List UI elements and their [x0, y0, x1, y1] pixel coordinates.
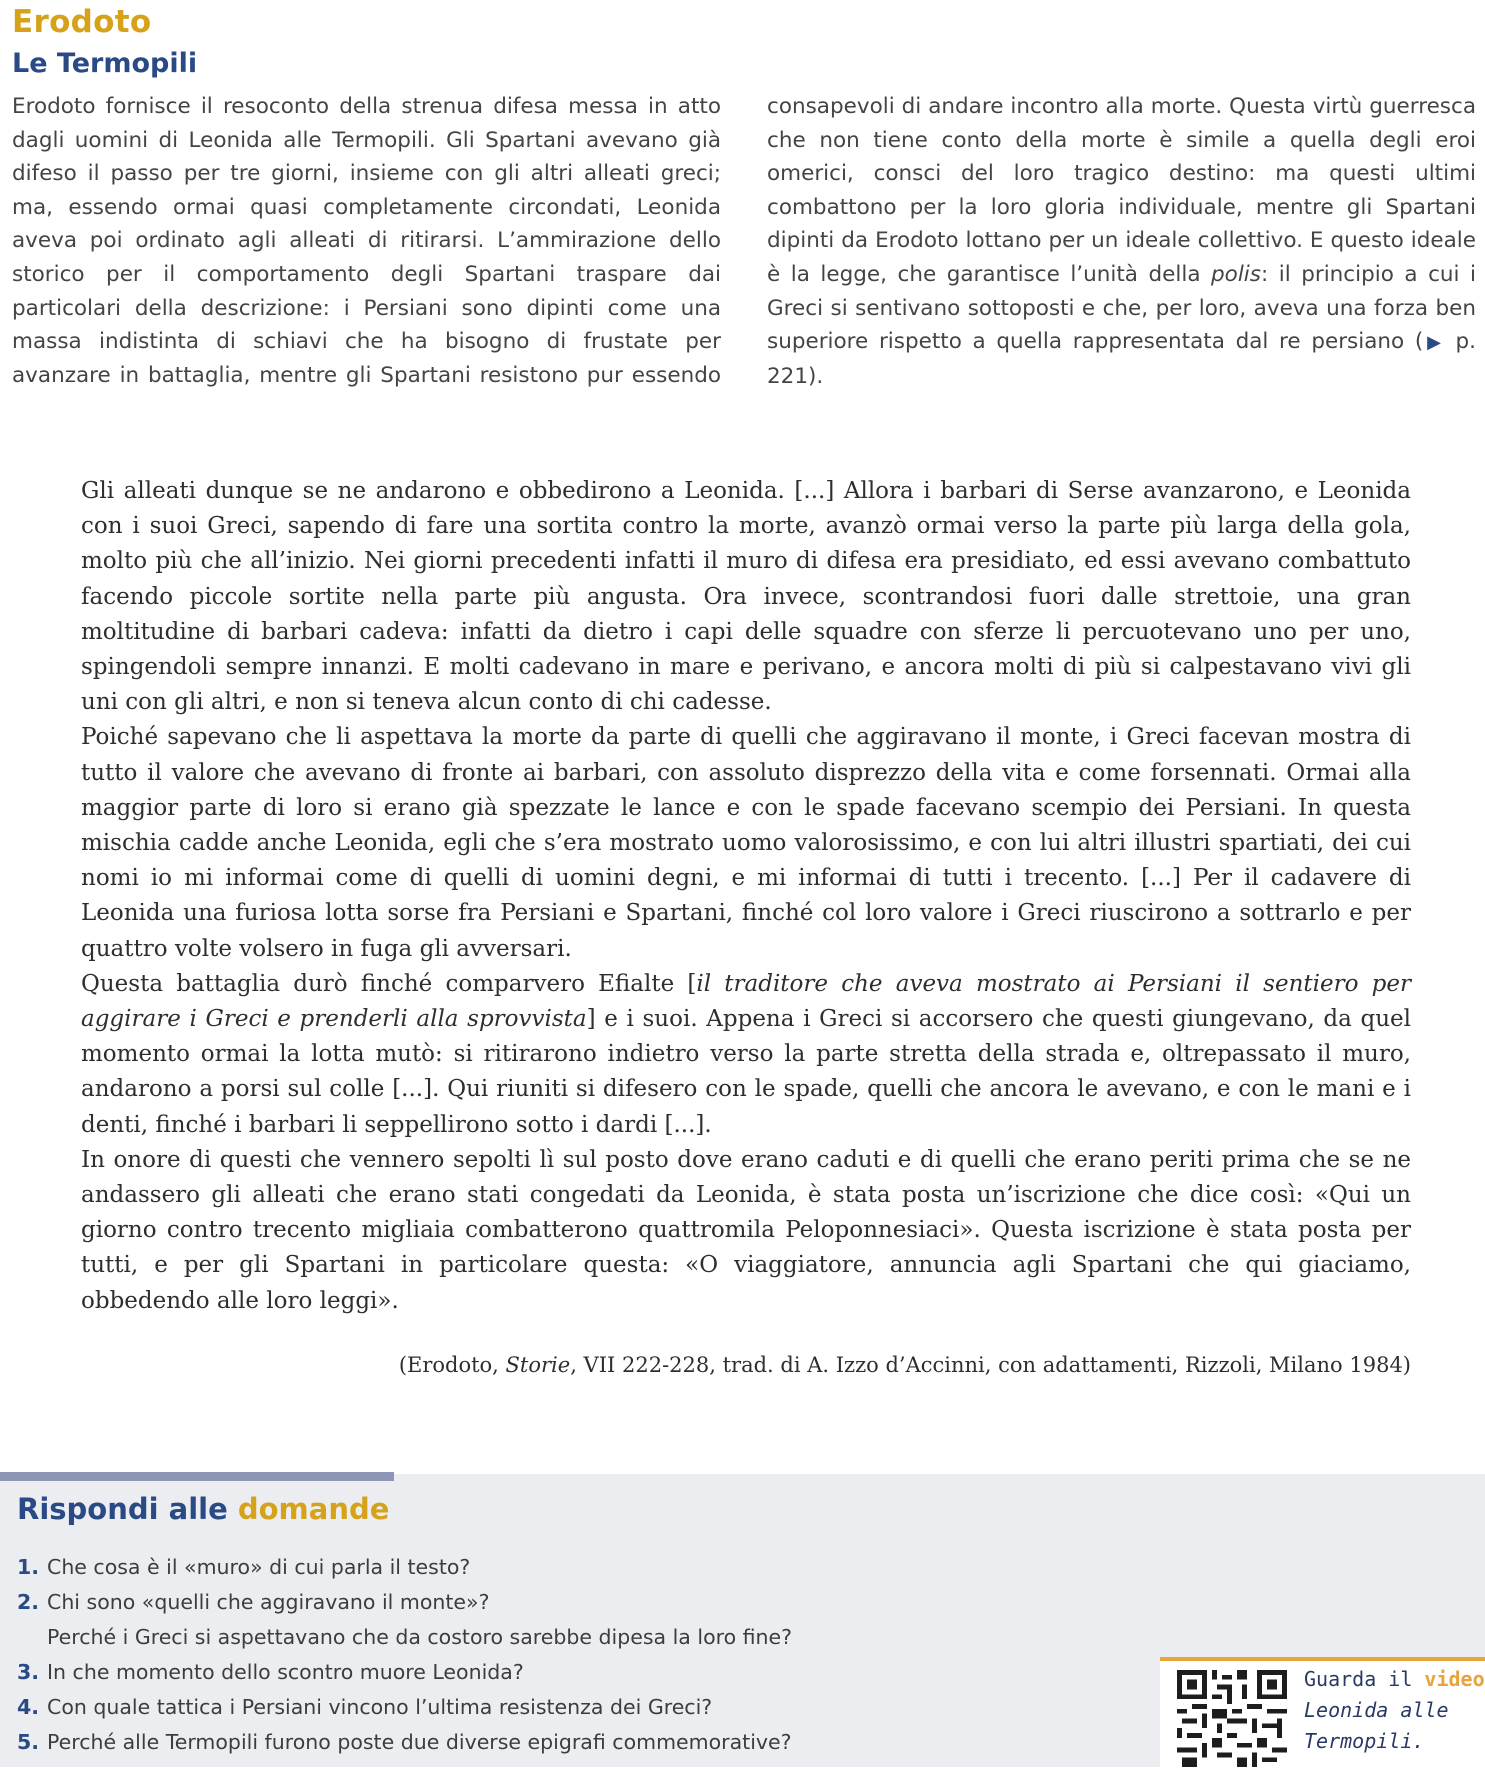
- page-ref-link[interactable]: p. 221).: [767, 329, 1476, 389]
- quote-paragraph-4: In onore di questi che vennero sepolti lì sul posto dove erano caduti e di quelli che erano periti prima che se ne andassero gli alleati che erano stati congedati da Leonida, è stata posta un’iscrizione che dice così: «Qui un giorno contro trecento migliaia combatterono quattromila Peloponnesiaci». Questa iscrizione è stata posta per tutti, e per gli Spartani in particolare questa: «O viaggiatore, annuncia agli Spartani che qui giaciamo, obbedendo alle loro leggi».: [81, 1146, 1411, 1314]
- question-item: 3. In che momento dello scontro muore Leonida?: [17, 1660, 524, 1684]
- source-quote: [81, 474, 1411, 1319]
- question-item: 2. Chi sono «quelli che aggiravano il monte»? Perché i Greci si aspettavano che da costoro sarebbe dipesa la loro fine?: [17, 1590, 793, 1649]
- polis-term: polis: [1211, 261, 1261, 287]
- questions-list: [17, 1550, 1097, 1760]
- page-ref-arrow-icon: ▶: [1423, 332, 1445, 354]
- qr-code-icon[interactable]: [1177, 1670, 1287, 1767]
- author-heading: Erodoto: [12, 4, 152, 40]
- intro-paragraph: Erodoto fornisce il resoconto della strenua difesa messa in atto dagli uomini di Leonida alle Termopili. Gli Spartani avevano già difeso il passo per tre giorni, insieme con gli altri alleati greci; ma, essendo ormai quasi completamente circondati, Leonida aveva poi ordinato agli alleati di ritirarsi. L’ammirazione dello storico per il comportamento degli Spartani traspare dai particolari della descrizione: i Persiani sono dipinti come una massa indistinta di schiavi che ha bisogno di frustate per avanzare in battaglia, mentre gli Spartani resistono pur essendo consapevoli di andare incontro alla morte. Questa virtù guerresca che non tiene conto della morte è simile a quella degli eroi omerici, consci del loro tragico destino: ma questi ultimi combattono per la loro gloria individuale, mentre gli Spartani dipinti da Erodoto lottano per un ideale collettivo. E questo ideale è la legge, che garantisce l’unità della polis: il principio a cui i Greci si sentivano sottoposti e che, per loro, aveva una forza ben superiore rispetto a quella rappresentata dal re persiano (▶ p. 221).: [12, 94, 1476, 389]
- question-item: 1. Che cosa è il «muro» di cui parla il testo?: [17, 1555, 471, 1579]
- video-label[interactable]: Guarda il video Leonida alle Termopili.: [1304, 1664, 1485, 1757]
- question-item: 4. Con quale tattica i Persiani vincono l’ultima resistenza dei Greci?: [17, 1695, 713, 1719]
- quote-paragraph-2: Poiché sapevano che li aspettava la morte da parte di quelli che aggiravano il monte, i Greci facevan mostra di tutto il valore che avevano di fronte ai barbari, con assoluto disprezzo della vita e come forsennati. Ormai alla maggior parte di loro si erano già spezzate le lance e con le spade facevano scempio dei Persiani. In questa mischia cadde anche Leonida, egli che s’era mostrato uomo valorosissimo, e con lui altri illustri spartiati, dei cui nomi io mi informai come di quelli di uomini degni, e mi informai di tutti i trecento. [...] Per il cadavere di Leonida una furiosa lotta sorse fra Persiani e Spartani, finché col loro valore i Greci riuscirono a sottrarlo e per quattro volte volsero in fuga gli avversari.: [81, 724, 1411, 962]
- video-title-line-1: Leonida alle: [1304, 1698, 1449, 1722]
- chapter-subtitle: Le Termopili: [12, 48, 198, 79]
- quote-paragraph-1: Gli alleati dunque se ne andarono e obbedirono a Leonida. [...] Allora i barbari di Serse avanzarono, e Leonida con i suoi Greci, sapendo di fare una sortita contro la morte, avanzò ormai verso la parte più larga della gola, molto più che all’inizio. Nei giorni precedenti infatti il muro di difesa era presidiato, ed essi avevano combattuto facendo piccole sortite nella parte più angusta. Ora invece, scontrandosi fuori dalle strettoie, una gran moltitudine di barbari cadeva: infatti da dietro i capi delle squadre con sferze li percuotevano uno per uno, spingendoli sempre innanzi. E molti cadevano in mare e perivano, e ancora molti di più si calpestavano vivi gli uni con gli altri, e non si teneva alcun conto di chi cadesse.: [81, 478, 1411, 716]
- question-item: 5. Perché alle Termopili furono poste due diverse epigrafi commemorative?: [17, 1730, 792, 1754]
- intro-text: [12, 90, 1476, 393]
- quote-paragraph-3: Questa battaglia durò finché comparvero Efialte [il traditore che aveva mostrato ai Persiani il sentiero per aggirare i Greci e prenderli alla sprovvista] e i suoi. Appena i Greci si accorsero che questi giungevano, da quel momento ormai la lotta mutò: si ritirarono indietro verso la parte stretta della strada e, oltrepassato il muro, andarono a porsi sul colle [...]. Qui riuniti si difesero con le spade, quelli che ancora le avevano, e con le mani e i denti, finché i barbari li seppellirono sotto i dardi [...].: [81, 970, 1412, 1138]
- source-citation: (Erodoto, Storie, VII 222-228, trad. di A. Izzo d’Accinni, con adattamenti, Rizzoli, Milano 1984): [398, 1353, 1411, 1377]
- questions-title: Rispondi alle domande: [17, 1492, 390, 1526]
- questions-accent-bar: [0, 1472, 394, 1481]
- video-title-line-2: Termopili.: [1304, 1729, 1425, 1753]
